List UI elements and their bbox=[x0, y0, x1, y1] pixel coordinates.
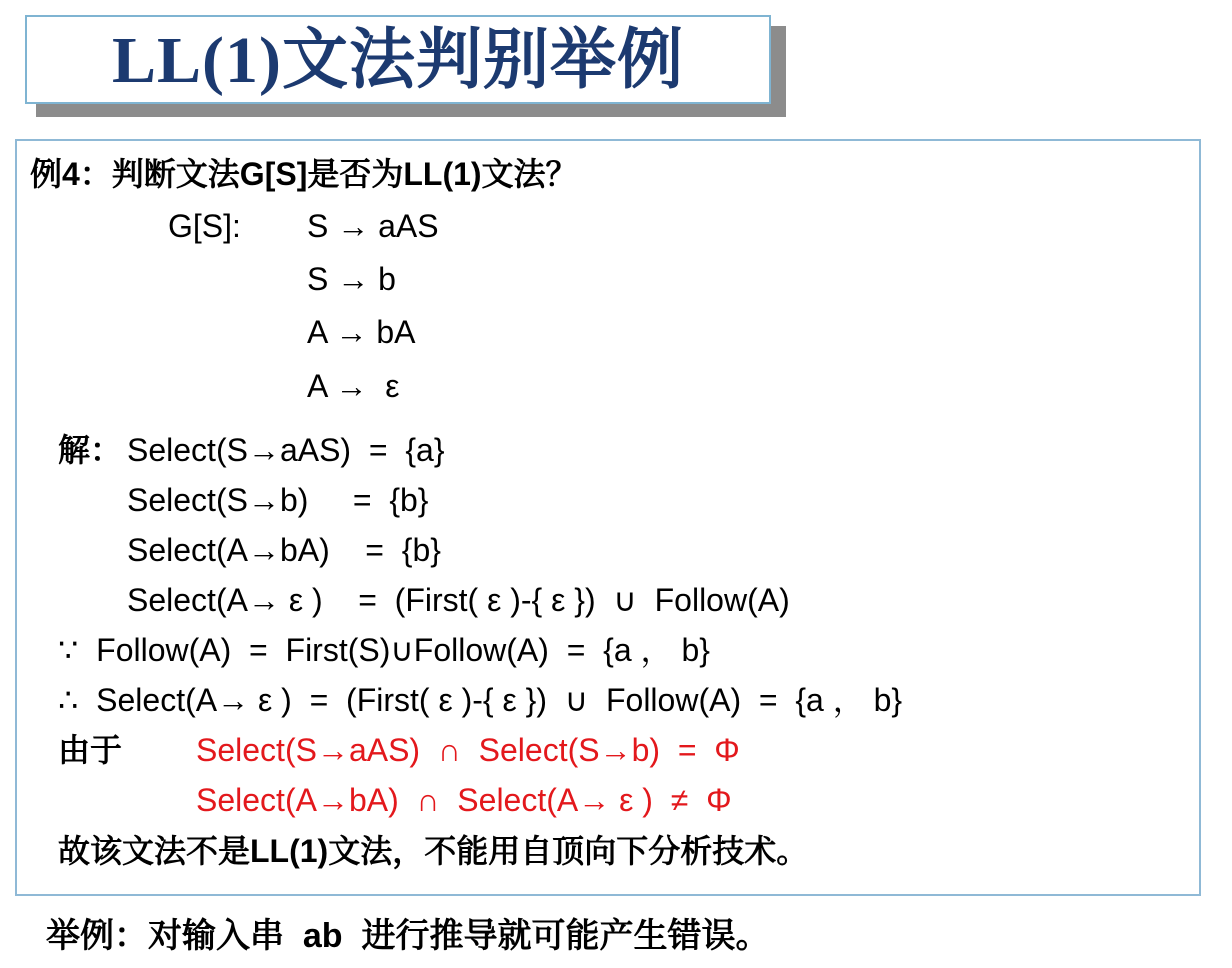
grammar-rule: S → b bbox=[307, 261, 396, 297]
title-box bbox=[25, 15, 771, 104]
grammar-rule: A → ε bbox=[307, 368, 400, 404]
solution-prefix: 解： bbox=[58, 432, 123, 468]
conclusion: 故该文法不是LL(1)文法，不能用自顶向下分析技术。 bbox=[58, 833, 809, 869]
select-line: Select(A→bA) = {b} bbox=[127, 532, 441, 568]
grammar-rule: S → aAS bbox=[307, 208, 439, 244]
therefore-line: ∴ Select(A→ ε ) = (First( ε )-{ ε }) ∪ Follow(A) = {a ， b} bbox=[58, 682, 903, 718]
grammar-rule: A → bA bbox=[307, 314, 416, 350]
grammar-label: G[S]: bbox=[168, 208, 241, 244]
select-line: Select(A→ ε ) = (First( ε )-{ ε }) ∪ Follow(A) bbox=[127, 582, 790, 618]
red-select-intersection-2: Select(A→bA) ∩ Select(A→ ε ) ≠ Φ bbox=[196, 782, 732, 818]
select-line: Select(S→b) = {b} bbox=[127, 482, 429, 518]
problem-statement: 例4：判断文法G[S]是否为LL(1)文法？ bbox=[30, 156, 578, 192]
select-line: Select(S→aAS) = {a} bbox=[127, 432, 445, 468]
red-select-intersection-1: Select(S→aAS) ∩ Select(S→b) = Φ bbox=[196, 732, 740, 768]
since-label: 由于 bbox=[58, 732, 123, 768]
slide-title: LL(1)文法判别举例 bbox=[112, 24, 684, 97]
footer-example: 举例：对输入串 ab 进行推导就可能产生错误。 bbox=[46, 917, 770, 955]
because-line: ∵ Follow(A) = First(S)∪Follow(A) = {a ， b} bbox=[58, 632, 710, 668]
